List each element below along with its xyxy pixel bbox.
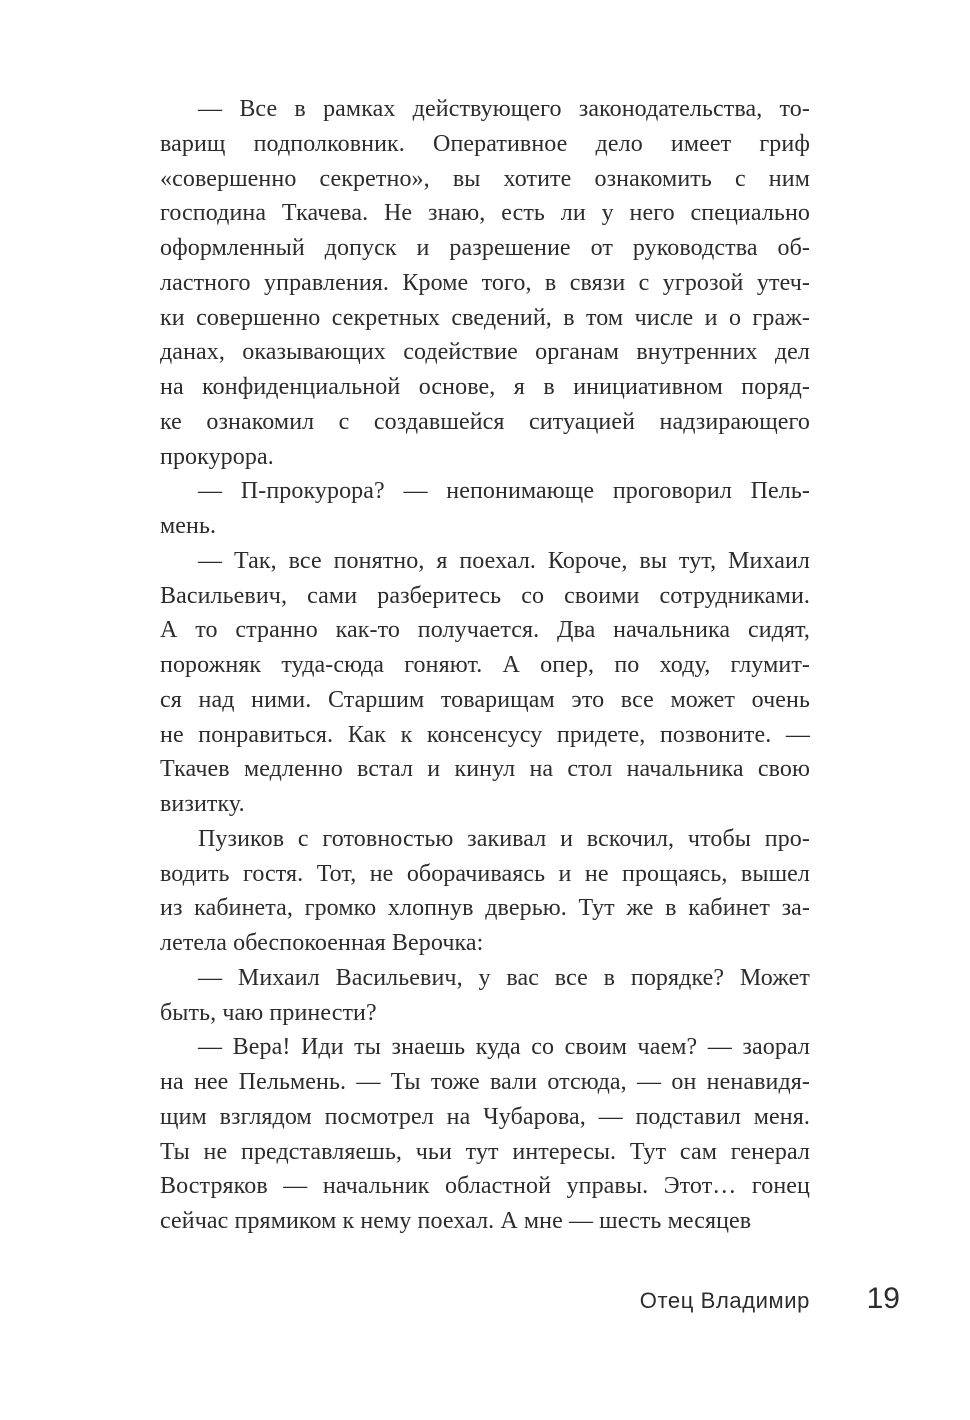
text-line: Ткачев медленно встал и кинул на стол начальника свою: [160, 756, 810, 783]
paragraph: [160, 544, 810, 822]
text-line: Востряков — начальник областной управы. Этот… гонец: [160, 1173, 810, 1200]
paragraph: [160, 92, 810, 474]
text-line: летела обеспокоенная Верочка:: [160, 930, 484, 956]
text-line: — Так, все понятно, я поехал. Короче, вы тут, Михаил: [198, 547, 810, 574]
text-line: из кабинета, громко хлопнув дверью. Тут же в кабинет за-: [160, 895, 810, 922]
text-line: сейчас прямиком к нему поехал. А мне — шесть месяцев: [160, 1208, 752, 1234]
page-text: [160, 92, 810, 1239]
page-number: 19: [866, 1282, 900, 1315]
paragraph: [160, 474, 810, 544]
text-line: щим взглядом посмотрел на Чубарова, — подставил меня.: [160, 1103, 810, 1130]
text-line: варищ подполковник. Оперативное дело имеет гриф: [160, 130, 810, 157]
text-line: господина Ткачева. Не знаю, есть ли у него специально: [160, 200, 810, 227]
text-line: на нее Пельмень. — Ты тоже вали отсюда, — он ненавидя-: [160, 1069, 810, 1095]
text-line: — П-прокурора? — непонимающе проговорил Пель-: [198, 478, 810, 505]
text-line: — Михаил Васильевич, у вас все в порядке? Может: [198, 964, 810, 991]
text-line: А то странно как-то получается. Два начальника сидят,: [160, 617, 810, 644]
text-line: «совершенно секретно», вы хотите ознакомить с ним: [160, 165, 810, 192]
text-line: прокурора.: [160, 443, 274, 470]
text-line: ке ознакомил с создавшейся ситуацией надзирающего: [160, 408, 810, 435]
text-line: — Вера! Иди ты знаешь куда со своим чаем? — заорал: [198, 1034, 810, 1061]
text-line: Ты не представляешь, чьи тут интересы. Тут сам генерал: [160, 1138, 810, 1165]
text-line: визитку.: [160, 791, 245, 817]
text-line: — Все в рамках действующего законодательства, то-: [198, 96, 810, 122]
running-title: Отец Владимир: [639, 1288, 810, 1313]
text-line: быть, чаю принести?: [160, 999, 377, 1026]
text-line: порожняк туда-сюда гоняют. А опер, по ходу, глумит-: [160, 652, 810, 678]
text-line: не понравиться. Как к консенсусу придете, позвоните. —: [160, 721, 810, 748]
text-line: Васильевич, сами разберитесь со своими сотрудниками.: [160, 582, 810, 609]
text-line: на конфиденциальной основе, я в инициативном поряд-: [160, 374, 810, 400]
text-line: ластного управления. Кроме того, в связи с угрозой утеч-: [160, 269, 810, 296]
text-line: мень.: [160, 513, 217, 539]
paragraph: [160, 961, 810, 1031]
paragraph: [160, 822, 810, 961]
text-line: Пузиков с готовностью закивал и вскочил, чтобы про-: [198, 825, 810, 852]
text-line: ся над ними. Старшим товарищам это все может очень: [160, 686, 810, 713]
text-line: оформленный допуск и разрешение от руководства об-: [160, 235, 810, 261]
paragraph: [160, 1030, 810, 1239]
text-line: данах, оказывающих содействие органам внутренних дел: [160, 339, 810, 366]
text-line: ки совершенно секретных сведений, в том числе и о граж-: [160, 304, 810, 331]
text-line: водить гостя. Тот, не оборачиваясь и не прощаясь, вышел: [160, 860, 810, 887]
